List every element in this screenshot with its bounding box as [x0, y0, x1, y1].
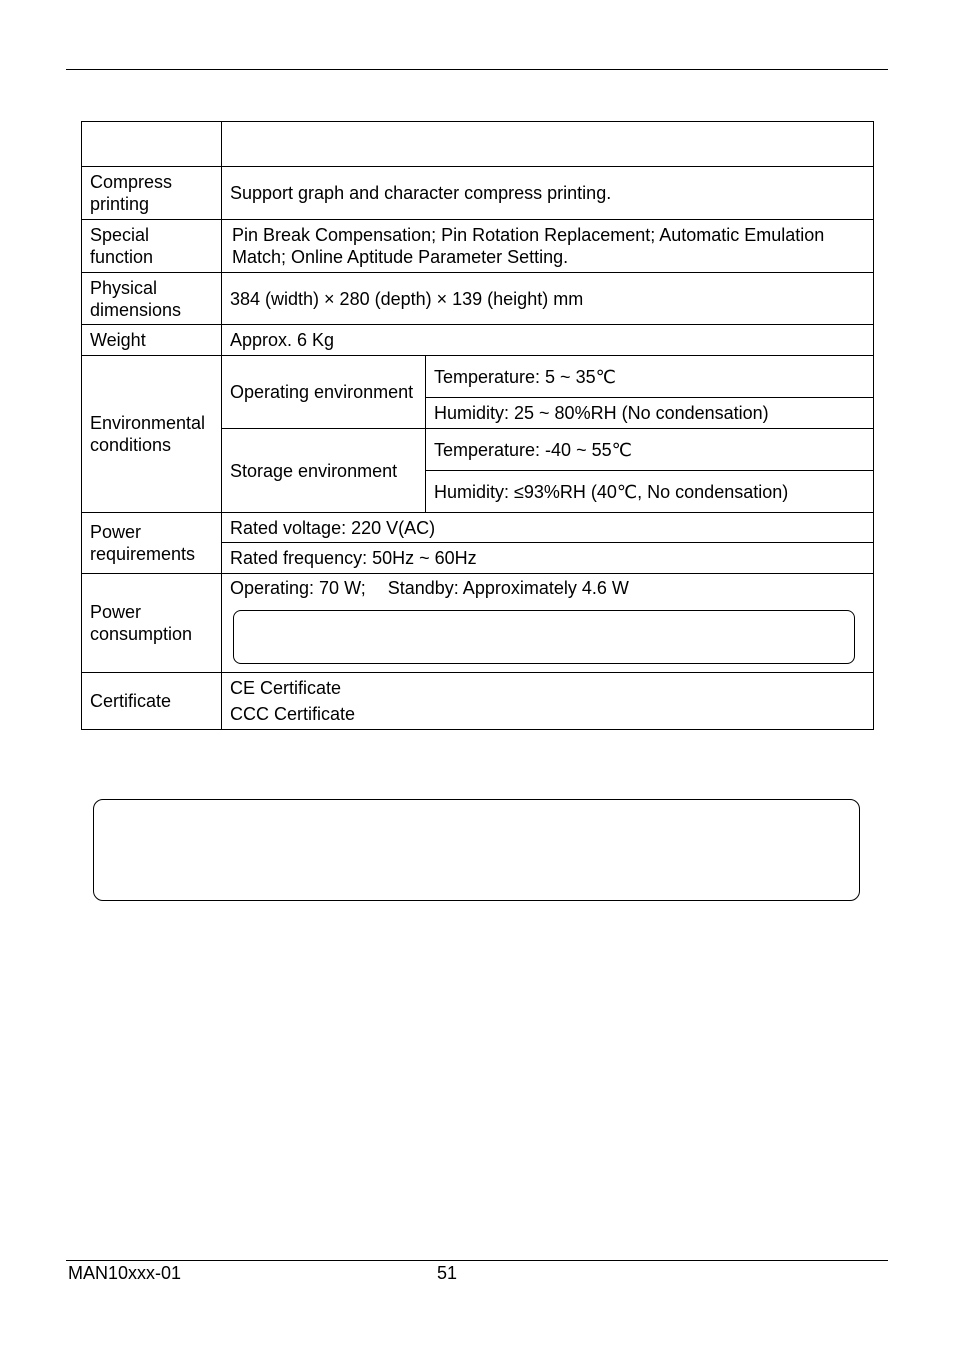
rated-frequency-value: Rated frequency: 50Hz ~ 60Hz	[222, 543, 874, 574]
table-row	[82, 122, 874, 167]
storage-humidity-value: Humidity: ≤93%RH (40℃, No condensation)	[426, 471, 874, 513]
operating-environment-label: Operating environment	[222, 356, 426, 429]
operating-power-value: Operating: 70 W;	[230, 578, 366, 598]
operating-humidity-value: Humidity: 25 ~ 80%RH (No condensation)	[426, 398, 874, 429]
weight-value: Approx. 6 Kg	[222, 325, 874, 356]
table-row	[82, 574, 874, 673]
specification-table	[81, 121, 874, 730]
power-consumption-label: Power consumption	[82, 574, 222, 673]
special-function-value: Pin Break Compensation; Pin Rotation Replacement; Automatic Emulation Match; Online Aptitude Parameter Setting.	[222, 220, 874, 273]
ce-certificate: CE Certificate	[230, 678, 342, 698]
standby-power-value: Standby: Approximately 4.6 W	[387, 578, 629, 598]
table-row	[82, 356, 874, 398]
physical-dimensions-label: Physical dimensions	[82, 273, 222, 325]
power-requirements-label: Power requirements	[82, 513, 222, 574]
weight-label: Weight	[82, 325, 222, 356]
table-row	[82, 513, 874, 543]
environmental-conditions-label: Environmental conditions	[82, 356, 222, 513]
power-consumption-cell	[222, 574, 874, 673]
certificate-value-cell	[222, 673, 874, 730]
table-header-cell-empty	[82, 122, 222, 167]
power-consumption-line	[230, 577, 865, 599]
physical-dimensions-value: 384 (width) × 280 (depth) × 139 (height) mm	[222, 273, 874, 325]
power-note-box	[233, 610, 855, 664]
ccc-certificate: CCC Certificate	[230, 704, 356, 724]
storage-environment-label: Storage environment	[222, 429, 426, 513]
table-row	[82, 220, 874, 273]
operating-temperature-value: Temperature: 5 ~ 35℃	[426, 356, 874, 398]
footer-page-number: 51	[437, 1263, 458, 1283]
footer-rule	[66, 1260, 888, 1261]
table-row	[82, 167, 874, 220]
storage-temperature-value: Temperature: -40 ~ 55℃	[426, 429, 874, 471]
compress-printing-label: Compress printing	[82, 167, 222, 220]
compress-printing-value: Support graph and character compress printing.	[222, 167, 874, 220]
table-row	[82, 325, 874, 356]
table-row	[82, 673, 874, 730]
note-box	[93, 799, 860, 901]
special-function-label: Special function	[82, 220, 222, 273]
table-header-cell-empty	[222, 122, 874, 167]
table-row	[82, 273, 874, 325]
certificate-label: Certificate	[82, 673, 222, 730]
header-rule	[66, 69, 888, 70]
rated-voltage-value: Rated voltage: 220 V(AC)	[222, 513, 874, 543]
footer-doc-code: MAN10xxx-01	[68, 1263, 182, 1283]
